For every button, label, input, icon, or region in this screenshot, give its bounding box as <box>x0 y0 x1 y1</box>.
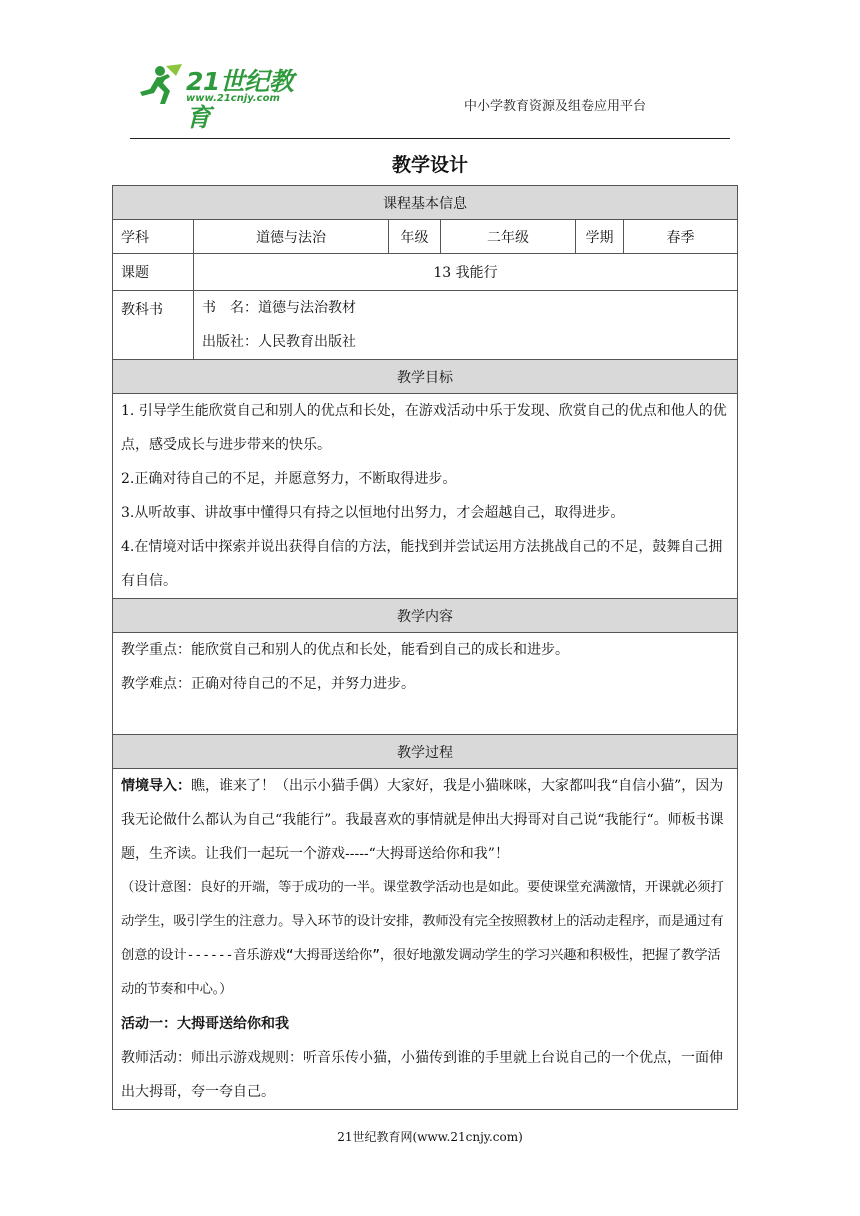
term-value: 春季 <box>624 220 738 254</box>
book-name: 书 名：道德与法治教材 <box>202 300 356 316</box>
logo-url: www.21cnjy.com <box>186 93 280 104</box>
intro-label: 情境导入： <box>121 778 191 794</box>
process-header-row <box>113 735 738 769</box>
document-title: 教学设计 <box>391 154 468 176</box>
content-row <box>113 633 738 735</box>
lesson-plan-table <box>112 185 738 1110</box>
publisher: 出版社：人民教育出版社 <box>202 334 356 350</box>
header-divider <box>130 138 730 139</box>
logo <box>136 62 316 132</box>
textbook-info <box>194 291 738 360</box>
goals-list <box>113 394 738 599</box>
design-intent: （设计意图：良好的开端，等于成功的一半。课堂教学活动也是如此。要使课堂充满激情，开课就必须打动学生，吸引学生的注意力。导入环节的设计安排，教师没有完全按照教材上的活动走程序，而是通过有创意的设计------音乐游戏“大拇哥送给你”，很好地激发调动学生的学习兴趣和积极性，把握了教学活动的节奏和中心。） <box>121 880 724 997</box>
key-point: 教学重点：能欣赏自己和别人的优点和长处，能看到自己的成长和进步。 <box>121 642 569 658</box>
goal-item: 3.从听故事、讲故事中懂得只有持之以恒地付出努力，才会超越自己，取得进步。 <box>121 505 625 521</box>
goals-row <box>113 394 738 599</box>
topic-label: 课题 <box>113 254 194 291</box>
activity-title: 活动一：大拇哥送给你和我 <box>121 1016 289 1032</box>
textbook-row <box>113 291 738 360</box>
textbook-label: 教科书 <box>113 291 194 360</box>
content-body <box>113 633 738 735</box>
intro-paragraph <box>121 769 729 871</box>
topic-value: 13 我能行 <box>194 254 738 291</box>
subject-label: 学科 <box>113 220 194 254</box>
section-heading: 课程基本信息 <box>113 186 738 220</box>
goal-item: 4.在情境对话中探索并说出获得自信的方法，能找到并尝试运用方法挑战自己的不足，鼓舞自己拥有自信。 <box>121 539 723 589</box>
grade-label: 年级 <box>389 220 441 254</box>
goals-header-row <box>113 360 738 394</box>
goal-item: 2.正确对待自己的不足，并愿意努力，不断取得进步。 <box>121 471 457 487</box>
process-row <box>113 769 738 1110</box>
subject-value: 道德与法治 <box>194 220 389 254</box>
runner-logo-icon <box>136 62 184 106</box>
intro-text: 瞧，谁来了！（出示小猫手偶）大家好，我是小猫咪咪，大家都叫我“自信小猫”，因为我无论做什么都认为自己“我能行”。我最喜欢的事情就是伸出大拇哥对自己说“我能行“。师板书课题，生齐读。让我们一起玩一个游戏-----“大拇哥送给你和我”！ <box>121 778 724 862</box>
logo-text: 21世纪教育 <box>186 67 294 132</box>
grade-value: 二年级 <box>441 220 576 254</box>
teacher-activity: 教师活动：师出示游戏规则：听音乐传小猫，小猫传到谁的手里就上台说自己的一个优点，一面伸出大拇哥，夸一夸自己。 <box>121 1050 723 1100</box>
section-heading: 教学目标 <box>113 360 738 394</box>
goal-item: 1. 引导学生能欣赏自己和别人的优点和长处，在游戏活动中乐于发现、欣赏自己的优点和他人的优点，感受成长与进步带来的快乐。 <box>121 403 727 453</box>
page-footer: 21世纪教育网(www.21cnjy.com) <box>337 1130 523 1144</box>
term-label: 学期 <box>576 220 624 254</box>
basic-info-header-row <box>113 186 738 220</box>
content-header-row <box>113 599 738 633</box>
section-heading: 教学内容 <box>113 599 738 633</box>
topic-row <box>113 254 738 291</box>
difficulty: 教学难点：正确对待自己的不足，并努力进步。 <box>121 676 415 692</box>
page-header <box>0 0 860 140</box>
platform-name: 中小学教育资源及组卷应用平台 <box>464 99 647 114</box>
subject-row <box>113 220 738 254</box>
process-body <box>113 769 738 1110</box>
section-heading: 教学过程 <box>113 735 738 769</box>
